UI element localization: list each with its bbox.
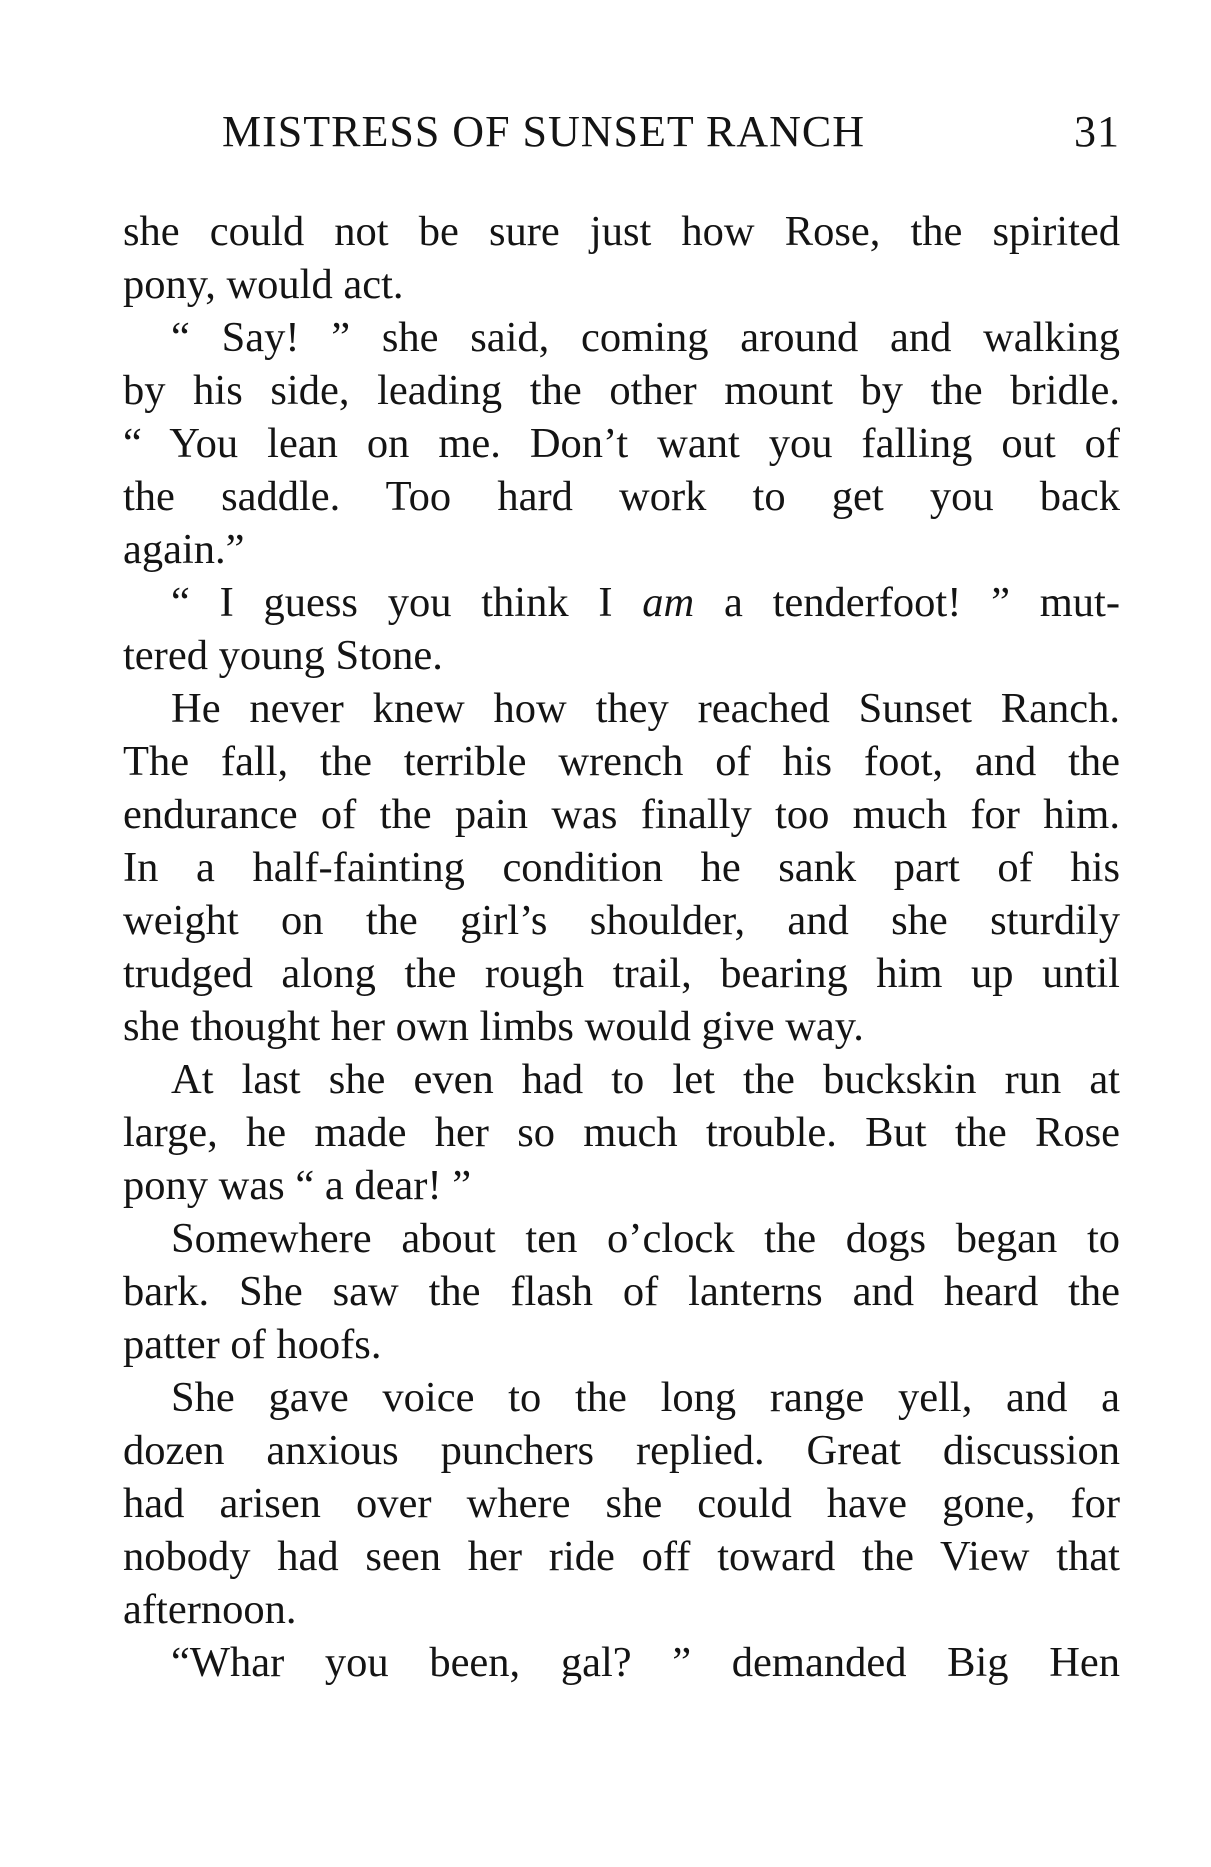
italic-word: am — [642, 579, 695, 626]
running-header — [222, 102, 1120, 162]
text-line: afternoon. — [123, 1586, 297, 1633]
text-line: trudged along the rough trail, bearing him up until — [123, 950, 1120, 997]
text-line: by his side, leading the other mount by the bridle. — [123, 367, 1120, 414]
text-line: She gave voice to the long range yell, and a — [171, 1374, 1120, 1421]
text-line: patter of hoofs. — [123, 1321, 382, 1368]
text-line: the saddle. Too hard work to get you back — [123, 473, 1120, 520]
text-line — [123, 576, 1120, 629]
text-line: pony, would act. — [123, 261, 404, 308]
text-run: “ I guess you think I — [171, 579, 643, 626]
text-line: Somewhere about ten o’clock the dogs began to — [171, 1215, 1120, 1262]
running-title: MISTRESS OF SUNSET RANCH — [222, 107, 866, 156]
text-line: “ Say! ” she said, coming around and walking — [171, 314, 1120, 361]
body-text — [123, 205, 1120, 1689]
page-number: 31 — [1074, 107, 1120, 156]
text-line: He never knew how they reached Sunset Ranch. — [171, 685, 1120, 732]
text-line: The fall, the terrible wrench of his foot, and the — [123, 738, 1120, 785]
text-line: she could not be sure just how Rose, the spirited — [123, 208, 1120, 255]
text-line: weight on the girl’s shoulder, and she sturdily — [123, 897, 1120, 944]
text-line: At last she even had to let the buckskin run at — [171, 1056, 1120, 1103]
text-line: “ You lean on me. Don’t want you falling out of — [123, 420, 1120, 467]
text-line: she thought her own limbs would give way. — [123, 1003, 864, 1050]
text-line: bark. She saw the flash of lanterns and heard the — [123, 1268, 1120, 1315]
text-line: “Whar you been, gal? ” demanded Big Hen — [171, 1639, 1120, 1686]
text-line: had arisen over where she could have gone, for — [123, 1480, 1120, 1527]
text-line: In a half-fainting condition he sank part of his — [123, 844, 1120, 891]
text-line: pony was “ a dear! ” — [123, 1162, 472, 1209]
text-line: again.” — [123, 526, 245, 573]
text-line: dozen anxious punchers replied. Great discussion — [123, 1427, 1120, 1474]
text-line: large, he made her so much trouble. But the Rose — [123, 1109, 1120, 1156]
text-line: tered young Stone. — [123, 632, 443, 679]
text-line: endurance of the pain was finally too much for him. — [123, 791, 1120, 838]
text-run: a tenderfoot! ” mut- — [694, 579, 1120, 626]
text-line: nobody had seen her ride off toward the View that — [123, 1533, 1120, 1580]
